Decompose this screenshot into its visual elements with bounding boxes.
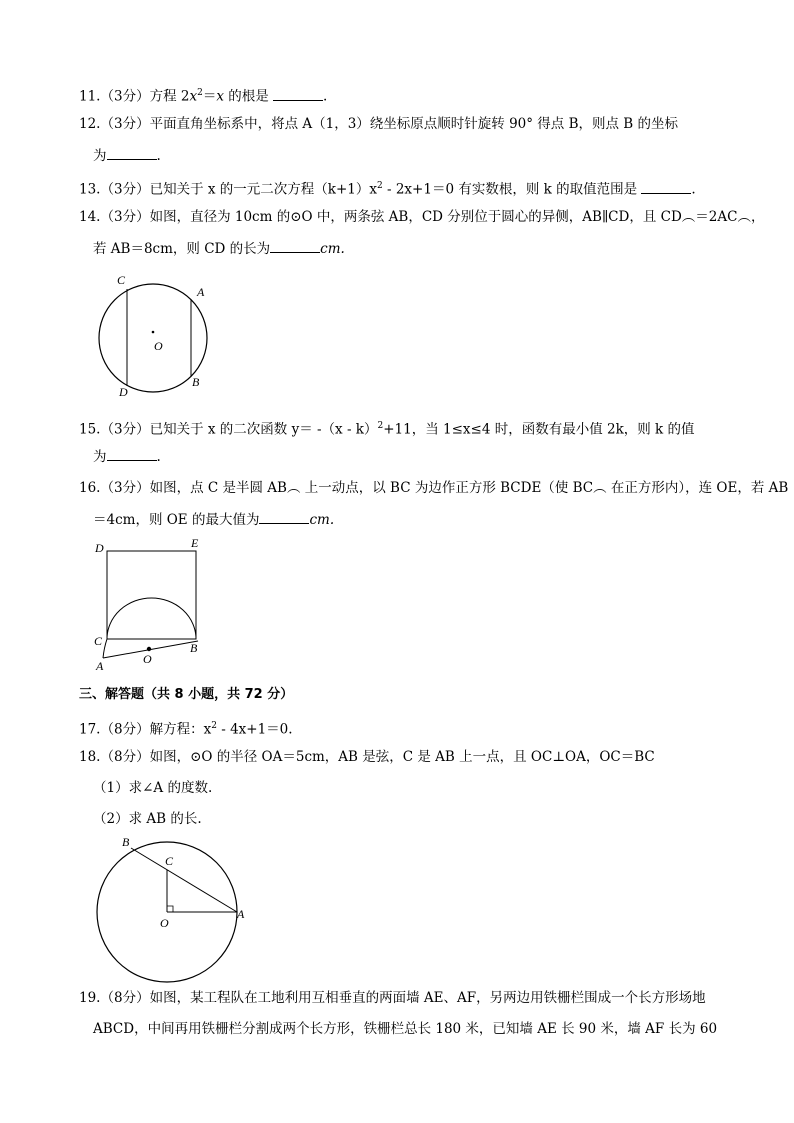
question-text: 方程 2 bbox=[149, 88, 190, 105]
question-number: 12. bbox=[79, 116, 101, 132]
question-17 bbox=[79, 717, 293, 739]
center-dot bbox=[152, 331, 155, 334]
question-12 bbox=[79, 115, 678, 133]
question-number: 13. bbox=[79, 181, 101, 198]
question-19-continued: ABCD，中间再用铁栅栏分割成两个长方形，铁栅栏总长 180 米，已知墙 AE 长 90 米，墙 AF 长为 60 bbox=[93, 1021, 718, 1037]
question-18-part-1: （1）求∠A 的度数. bbox=[93, 780, 213, 796]
question-text: - 2x+1＝0 有实数根，则 k 的取值范围是 bbox=[382, 181, 642, 198]
question-score: （3分） bbox=[100, 480, 150, 496]
question-text: ＝ bbox=[202, 88, 217, 105]
answer-blank[interactable] bbox=[107, 146, 157, 160]
question-text: 的根是 bbox=[223, 88, 274, 105]
question-text: 解方程：x bbox=[149, 721, 212, 738]
question-13 bbox=[79, 177, 696, 199]
answer-blank[interactable] bbox=[641, 180, 691, 194]
question-number: 16. bbox=[79, 480, 101, 496]
question-14 bbox=[79, 208, 764, 226]
question-16-continued bbox=[93, 510, 334, 529]
exponent: 2 bbox=[376, 181, 383, 191]
question-15-continued bbox=[93, 447, 161, 466]
question-text: 为 bbox=[93, 148, 107, 164]
figure-16-square-semicircle bbox=[92, 536, 212, 671]
label-o: O bbox=[154, 339, 163, 353]
exponent: 2 bbox=[211, 721, 217, 731]
label-d: D bbox=[119, 385, 128, 399]
question-text: 已知关于 x 的一元二次方程（k+1）x bbox=[149, 181, 377, 198]
question-16 bbox=[79, 479, 788, 497]
semicircle-ab bbox=[107, 598, 196, 639]
question-text: 如图，直径为 10cm 的⊙O 中，两条弦 AB，CD 分别位于圆心的异侧，AB∥CD，且 CD︵＝2AC︵， bbox=[149, 209, 765, 225]
question-score: （8分） bbox=[100, 749, 150, 765]
question-text: 如图，点 C 是半圆 AB︵ 上一动点，以 BC 为边作正方形 BCDE（使 BC︵ 在正方形内），连 OE，若 AB bbox=[149, 480, 789, 496]
variable: x bbox=[189, 88, 198, 105]
question-text: 若 AB＝8cm，则 CD 的长为 bbox=[93, 241, 271, 257]
question-number: 11. bbox=[79, 88, 101, 105]
question-number: 17. bbox=[79, 721, 101, 738]
question-score: （3分） bbox=[100, 421, 150, 438]
unit: cm. bbox=[309, 512, 335, 528]
figure-18-circle-diagram bbox=[92, 834, 252, 984]
figure-14-circle-diagram bbox=[95, 273, 215, 400]
question-text: 为 bbox=[93, 449, 107, 465]
question-score: （3分） bbox=[100, 209, 150, 225]
question-end: . bbox=[156, 148, 161, 164]
question-number: 14. bbox=[79, 209, 101, 225]
question-text: - 4x+1＝0. bbox=[216, 721, 293, 738]
label-o: O bbox=[143, 652, 152, 666]
question-text: 如图，某工程队在工地利用互相垂直的两面墙 AE、AF，另两边用铁栅栏围成一个长方形场地 bbox=[149, 990, 706, 1006]
question-score: （8分） bbox=[100, 990, 150, 1006]
exponent: 2 bbox=[197, 88, 203, 98]
question-number: 15. bbox=[79, 421, 101, 438]
answer-blank[interactable] bbox=[107, 447, 157, 461]
label-b: B bbox=[190, 641, 198, 655]
variable: x bbox=[216, 88, 224, 105]
question-14-continued bbox=[93, 239, 345, 258]
question-11 bbox=[79, 84, 327, 106]
square-bcde bbox=[107, 551, 196, 639]
label-d: D bbox=[95, 541, 104, 555]
question-text: 已知关于 x 的二次函数 y＝ -（x - k） bbox=[149, 421, 378, 438]
question-score: （3分） bbox=[100, 116, 150, 132]
label-e: E bbox=[191, 536, 199, 550]
arc-ca bbox=[103, 639, 107, 658]
question-end: . bbox=[323, 88, 328, 105]
right-angle-mark bbox=[167, 906, 173, 912]
question-12-continued bbox=[93, 146, 161, 165]
answer-blank[interactable] bbox=[270, 239, 320, 253]
question-19 bbox=[79, 989, 706, 1007]
label-c: C bbox=[117, 273, 126, 287]
question-18 bbox=[79, 748, 655, 766]
answer-blank[interactable] bbox=[259, 510, 309, 524]
exponent: 2 bbox=[377, 421, 384, 431]
unit: cm. bbox=[320, 241, 345, 257]
label-b: B bbox=[122, 835, 130, 849]
question-number: 19. bbox=[79, 990, 101, 1006]
question-number: 18. bbox=[79, 749, 101, 765]
answer-blank[interactable] bbox=[273, 87, 323, 101]
center-o-dot bbox=[147, 647, 151, 651]
question-end: . bbox=[691, 181, 696, 198]
question-text: ＝4cm，则 OE 的最大值为 bbox=[93, 512, 260, 528]
question-score: （8分） bbox=[100, 721, 150, 738]
label-a: A bbox=[197, 285, 205, 299]
question-18-part-2: （2）求 AB 的长. bbox=[93, 811, 202, 827]
label-a: A bbox=[96, 659, 104, 673]
label-c: C bbox=[165, 854, 174, 868]
question-text: 如图，⊙O 的半径 OA＝5cm，AB 是弦，C 是 AB 上一点，且 OC⊥OA，OC＝BC bbox=[149, 749, 655, 765]
section-heading: 三、解答题（共 8 小题，共 72 分） bbox=[79, 687, 294, 702]
label-o: O bbox=[160, 916, 169, 930]
label-a: A bbox=[237, 907, 245, 921]
question-end: . bbox=[156, 449, 161, 465]
question-text: +11，当 1≤x≤4 时，函数有最小值 2k，则 k 的值 bbox=[383, 421, 695, 438]
question-score: （3分） bbox=[100, 181, 150, 198]
question-15 bbox=[79, 417, 695, 439]
question-score: （3分） bbox=[100, 88, 150, 105]
label-b: B bbox=[192, 375, 200, 389]
question-text: 平面直角坐标系中，将点 A（1，3）绕坐标原点顺时针旋转 90° 得点 B，则点 B 的坐标 bbox=[149, 116, 679, 132]
label-c: C bbox=[94, 634, 103, 648]
chord-ab bbox=[131, 848, 237, 912]
